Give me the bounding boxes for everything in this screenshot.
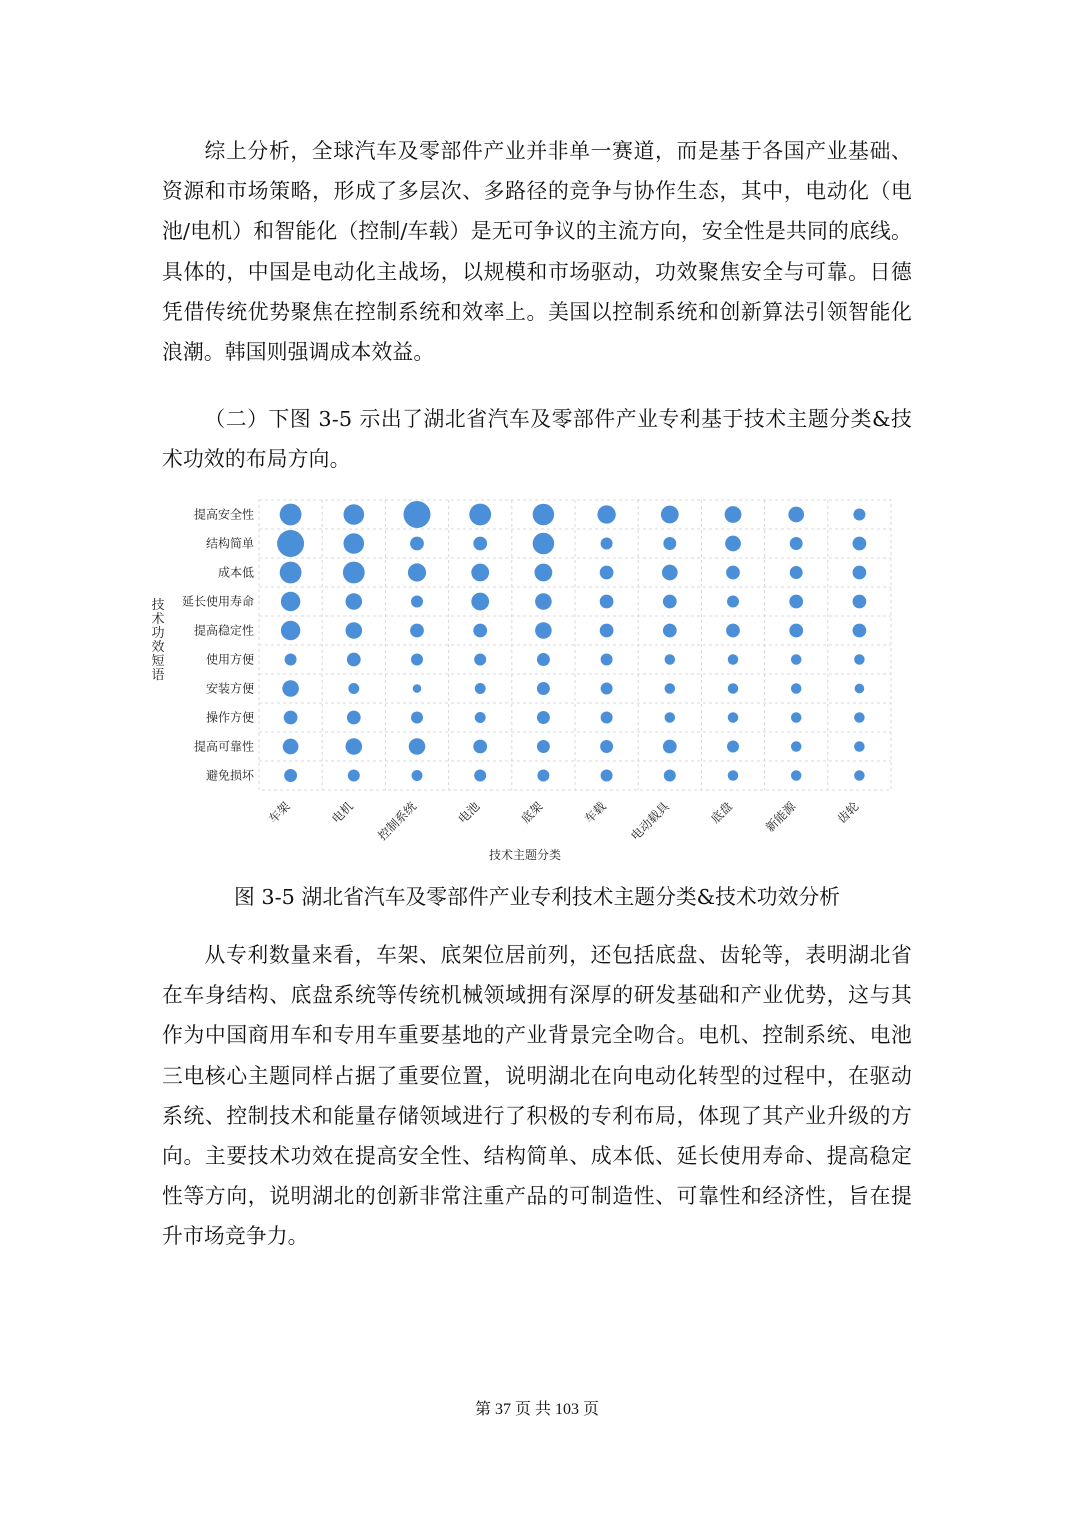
bubble-mark bbox=[410, 624, 424, 638]
x-axis-tick-label: 电机 bbox=[328, 799, 356, 827]
bubble-mark bbox=[665, 683, 676, 694]
bubble-mark bbox=[662, 565, 678, 581]
bubble-mark bbox=[728, 770, 739, 781]
y-axis-title-character: 功 bbox=[151, 626, 164, 641]
bubble-mark bbox=[601, 654, 613, 666]
x-axis-tick-label: 底盘 bbox=[708, 799, 736, 827]
bubble-mark bbox=[347, 711, 361, 725]
bubble-mark bbox=[726, 566, 740, 580]
bubble-mark bbox=[728, 654, 739, 665]
bubble-mark bbox=[664, 770, 676, 782]
technology-effect-bubble-chart bbox=[143, 490, 903, 870]
bubble-mark bbox=[281, 621, 300, 640]
bubble-mark bbox=[601, 770, 613, 782]
bubble-mark bbox=[535, 622, 552, 639]
bubble-mark bbox=[473, 740, 487, 754]
y-axis-tick-label: 安装方便 bbox=[206, 681, 254, 696]
x-axis-tick-label: 新能源 bbox=[762, 798, 799, 835]
bubble-mark bbox=[346, 622, 363, 639]
x-axis-tick-label: 电动载具 bbox=[627, 798, 672, 843]
bubble-mark bbox=[344, 504, 365, 525]
bubble-mark bbox=[537, 770, 549, 782]
bubble-mark bbox=[281, 592, 300, 611]
bubble-mark bbox=[348, 770, 360, 782]
bubble-mark bbox=[474, 770, 486, 782]
y-axis-title-character: 术 bbox=[151, 611, 164, 627]
bubble-mark bbox=[601, 712, 613, 724]
bubble-mark bbox=[535, 593, 552, 610]
y-axis-tick-label: 延长使用寿命 bbox=[182, 594, 254, 609]
y-axis-tick-label: 提高稳定性 bbox=[194, 623, 254, 638]
bubble-mark bbox=[790, 566, 803, 579]
y-axis-title-character: 效 bbox=[151, 640, 164, 655]
paragraph-text: 综上分析，全球汽车及零部件产业并非单一赛道，而是基于各国产业基础、资源和市场策略，形成了多层次、多路径的竞争与协作生态，其中，电动化（电池/电机）和智能化（控制/车载）是无可争议的主流方向，安全性是共同的底线。具体的，中国是电动化主战场，以规模和市场驱动，功效聚焦安全与可靠。日德凭借传统优势聚焦在控制系统和效率上。美国以控制系统和创新算法引领智能化浪潮。韩国则强调成本效益。 bbox=[162, 139, 912, 364]
bubble-mark bbox=[277, 530, 304, 557]
bubble-mark bbox=[600, 595, 614, 609]
bubble-mark bbox=[665, 654, 676, 665]
page-footer: 第 37 页 共 103 页 bbox=[0, 1398, 1074, 1422]
bubble-mark bbox=[347, 653, 361, 667]
bubble-mark bbox=[412, 770, 423, 781]
bubble-mark bbox=[411, 654, 423, 666]
analysis-paragraph-3 bbox=[162, 935, 912, 1257]
bubble-mark bbox=[537, 711, 550, 724]
bubble-mark bbox=[346, 593, 363, 610]
y-axis-title-character: 技 bbox=[151, 597, 164, 613]
bubble-mark bbox=[791, 654, 802, 665]
bubble-mark bbox=[471, 564, 489, 582]
bubble-mark bbox=[663, 624, 677, 638]
bubble-mark bbox=[791, 741, 802, 752]
bubble-mark bbox=[854, 770, 865, 781]
document-page bbox=[0, 0, 1074, 1520]
bubble-mark bbox=[853, 537, 867, 551]
x-axis-tick-label: 车载 bbox=[581, 799, 609, 827]
bubble-mark bbox=[600, 624, 614, 638]
bubble-mark bbox=[790, 537, 803, 550]
bubble-mark bbox=[853, 566, 867, 580]
bubble-mark bbox=[661, 506, 679, 524]
bubble-mark bbox=[665, 712, 676, 723]
bubble-mark bbox=[284, 769, 297, 782]
bubble-mark bbox=[533, 504, 555, 526]
y-axis-tick-label: 成本低 bbox=[218, 565, 254, 580]
x-axis-tick-label: 电池 bbox=[455, 799, 483, 827]
bubble-mark bbox=[663, 595, 677, 609]
y-axis-tick-label: 提高安全性 bbox=[194, 507, 254, 522]
bubble-mark bbox=[663, 537, 676, 550]
bubble-mark bbox=[855, 684, 865, 694]
bubble-mark bbox=[475, 712, 486, 723]
bubble-mark bbox=[409, 738, 426, 755]
bubble-mark bbox=[727, 741, 739, 753]
bubble-mark bbox=[597, 505, 615, 523]
bubble-mark bbox=[473, 537, 487, 551]
bubble-mark bbox=[789, 595, 803, 609]
y-axis-tick-label: 提高可靠性 bbox=[194, 739, 254, 754]
bubble-mark bbox=[601, 538, 613, 550]
bubble-mark bbox=[408, 563, 426, 581]
bubble-mark bbox=[725, 536, 741, 552]
bubble-mark bbox=[853, 595, 867, 609]
y-axis-tick-label: 结构简单 bbox=[206, 536, 254, 551]
bubble-chart-svg bbox=[143, 490, 903, 870]
bubble-mark bbox=[853, 509, 865, 521]
bubble-mark bbox=[282, 680, 299, 697]
analysis-paragraph-1 bbox=[162, 131, 912, 372]
bubble-mark bbox=[411, 712, 423, 724]
bubble-mark bbox=[791, 712, 802, 723]
bubble-mark bbox=[413, 684, 422, 693]
bubble-mark bbox=[728, 683, 739, 694]
bubble-mark bbox=[854, 712, 865, 723]
bubble-mark bbox=[473, 624, 487, 638]
x-axis-tick-label: 底架 bbox=[518, 799, 546, 827]
bubble-mark bbox=[475, 683, 486, 694]
bubble-mark bbox=[343, 562, 365, 584]
paragraph-text: （二）下图 3-5 示出了湖北省汽车及零部件产业专利基于技术主题分类&技术功效的布局方向。 bbox=[162, 407, 912, 471]
y-axis-tick-label: 避免损坏 bbox=[206, 768, 255, 783]
bubble-mark bbox=[854, 654, 865, 665]
bubble-mark bbox=[535, 564, 553, 582]
bubble-mark bbox=[283, 739, 299, 755]
bubble-mark bbox=[348, 683, 359, 694]
bubble-mark bbox=[280, 562, 302, 584]
bubble-mark bbox=[537, 653, 550, 666]
bubble-mark bbox=[726, 624, 740, 638]
bubble-mark bbox=[601, 683, 613, 695]
bubble-mark bbox=[600, 566, 614, 580]
paragraph-text: 从专利数量来看，车架、底架位居前列，还包括底盘、齿轮等，表明湖北省在车身结构、底盘系统等传统机械领域拥有深厚的研发基础和产业优势，这与其作为中国商用车和专用车重要基地的产业背景完全吻合。电机、控制系统、电池三电核心主题同样占据了重要位置，说明湖北在向电动化转型的过程中，在驱动系统、控制技术和能量存储领域进行了积极的专利布局，体现了其产业升级的方向。主要技术功效在提高安全性、结构简单、成本低、延长使用寿命、提高稳定性等方向，说明湖北的创新非常注重产品的可制造性、可靠性和经济性，旨在提升市场竞争力。 bbox=[162, 943, 912, 1248]
figure-caption: 图 3-5 湖北省汽车及零部件产业专利技术主题分类&技术功效分析 bbox=[162, 881, 912, 913]
bubble-mark bbox=[411, 596, 423, 608]
bubble-mark bbox=[725, 506, 742, 523]
bubble-mark bbox=[728, 712, 739, 723]
bubble-mark bbox=[284, 711, 298, 725]
bubble-mark bbox=[791, 683, 802, 694]
y-axis-tick-label: 操作方便 bbox=[206, 710, 254, 725]
x-axis-tick-label: 车架 bbox=[265, 799, 293, 827]
bubble-mark bbox=[727, 596, 739, 608]
bubble-mark bbox=[285, 654, 297, 666]
x-axis-tick-label: 控制系统 bbox=[375, 799, 420, 844]
analysis-paragraph-2 bbox=[162, 399, 912, 479]
bubble-mark bbox=[346, 738, 363, 755]
bubble-mark bbox=[600, 740, 613, 753]
x-axis-title: 技术主题分类 bbox=[489, 847, 561, 862]
bubble-mark bbox=[789, 624, 803, 638]
bubble-mark bbox=[537, 740, 550, 753]
y-axis-tick-label: 使用方便 bbox=[206, 652, 254, 667]
y-axis-title-character: 短 bbox=[151, 654, 164, 669]
bubble-mark bbox=[474, 654, 486, 666]
bubble-mark bbox=[404, 501, 431, 528]
bubble-mark bbox=[344, 533, 365, 554]
y-axis-title-character: 语 bbox=[151, 668, 164, 683]
bubble-mark bbox=[533, 533, 555, 555]
bubble-mark bbox=[469, 504, 491, 526]
bubble-mark bbox=[854, 741, 865, 752]
bubble-mark bbox=[788, 507, 804, 523]
bubble-mark bbox=[471, 593, 489, 611]
x-axis-tick-label: 齿轮 bbox=[834, 799, 862, 827]
bubble-mark bbox=[663, 740, 677, 754]
bubble-mark bbox=[280, 504, 302, 526]
bubble-mark bbox=[791, 770, 802, 781]
bubble-mark bbox=[537, 682, 550, 695]
bubble-mark bbox=[853, 624, 867, 638]
bubble-mark bbox=[410, 537, 424, 551]
